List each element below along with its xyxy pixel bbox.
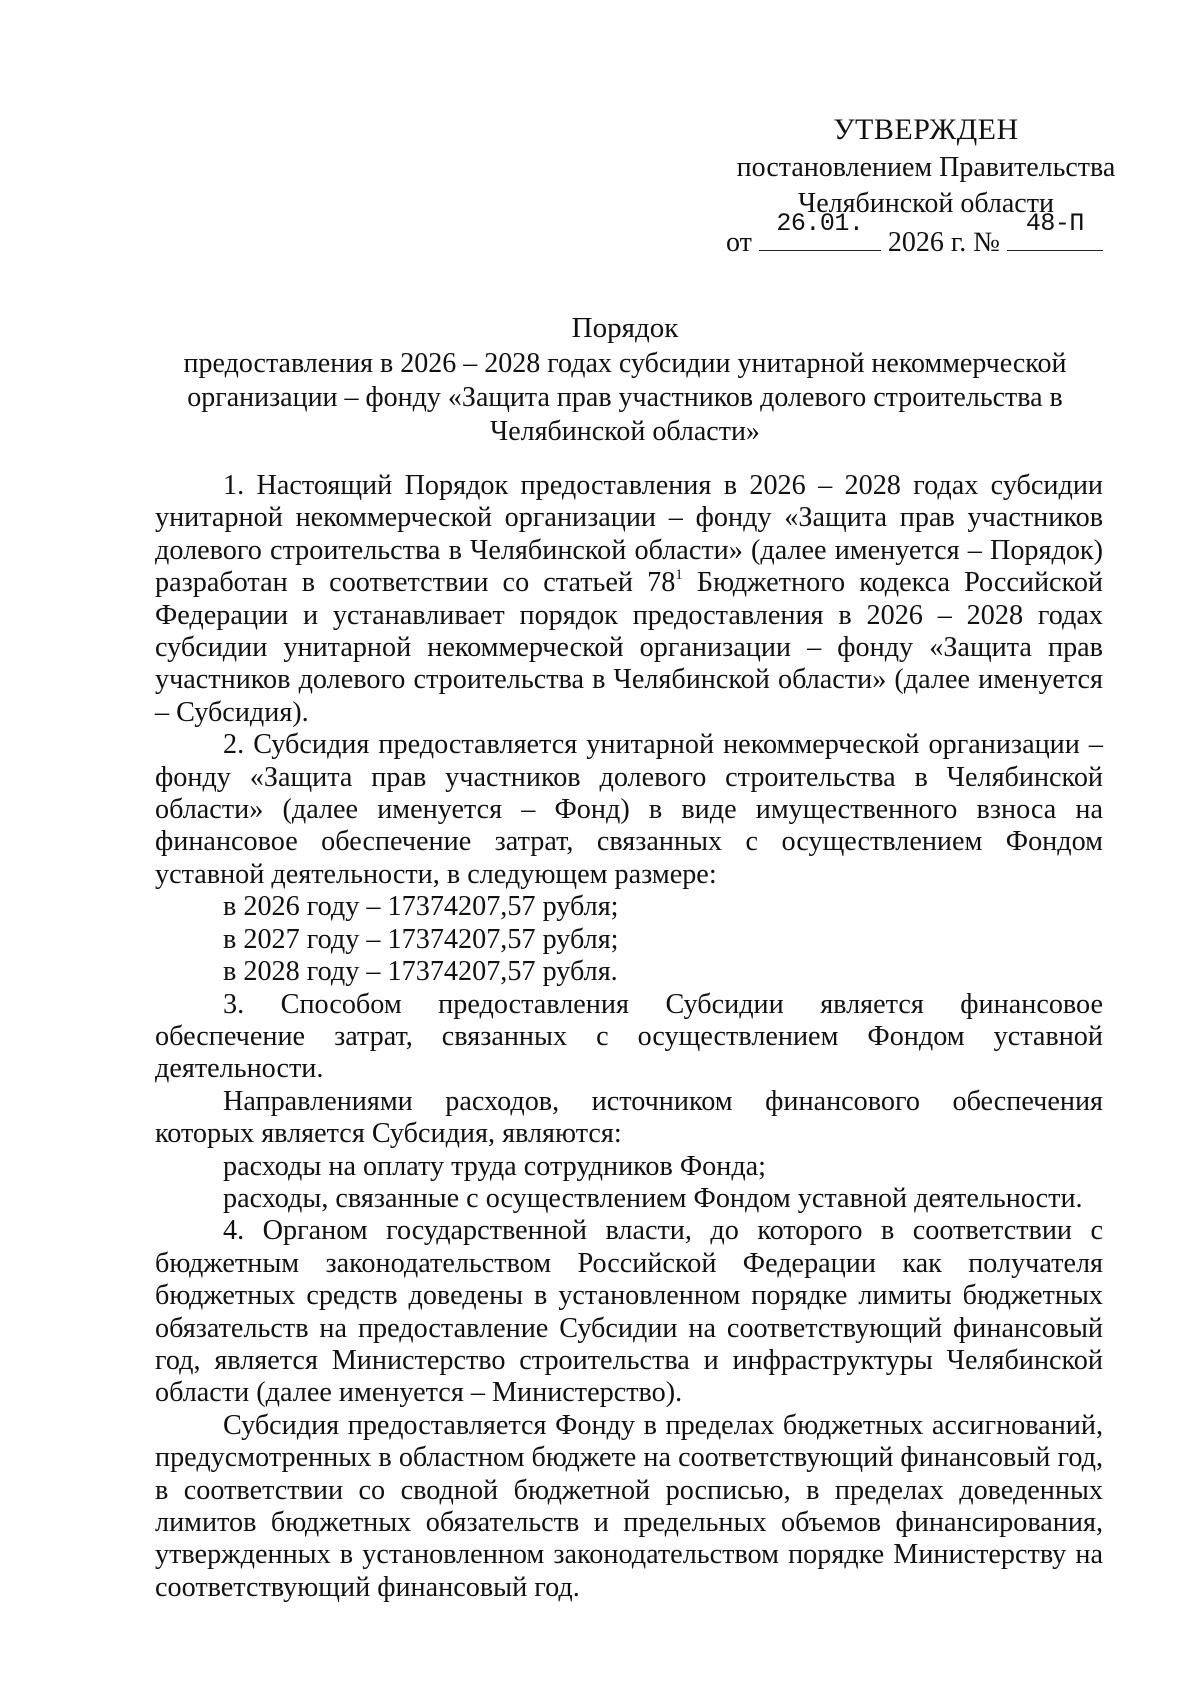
approved-by-line-1: постановлением Правительства xyxy=(736,152,1116,183)
handwritten-number: 48-П xyxy=(1025,209,1084,238)
approval-date-line xyxy=(726,209,1126,261)
amount-2027: в 2027 году – 17374207,57 рубля; xyxy=(223,923,619,955)
paragraph-3: 3. Способом предоставления Субсидии является финансовое обеспечение затрат, связанных с осуществлением Фондом уставной деятельности. xyxy=(155,988,1103,1085)
document-title xyxy=(150,311,1100,449)
approved-heading: УТВЕРЖДЕН xyxy=(833,113,1019,146)
year-number-label: 2026 г. № xyxy=(887,227,1000,258)
amount-2026: в 2026 году – 17374207,57 рубля; xyxy=(223,891,619,923)
expense-item-1: расходы на оплату труда сотрудников Фонда; xyxy=(223,1150,767,1182)
title-subtitle: предоставления в 2026 – 2028 годах субсидии унитарной некоммерческой организации – фонду «Защита прав участников долевого строительства в Челябинской области» xyxy=(183,348,1067,447)
approval-block xyxy=(726,112,1126,261)
paragraph-1-text-b: Бюджетного кодекса Российской Федерации и устанавливает порядок предоставления в 2026 – 2028 годах субсидии унитарной некоммерческой организации – фонду «Защита прав участников долевого строительства в Челябинской области» (далее именуется – Субсидия). xyxy=(155,567,1103,728)
paragraph-1 xyxy=(155,470,1103,729)
date-fill-field xyxy=(759,209,881,251)
paragraph-2: 2. Субсидия предоставляется унитарной некоммерческой организации – фонду «Защита прав участников долевого строительства в Челябинской области» (далее именуется – Фонд) в виде имущественного взноса на финансовое обеспечение затрат, связанных с осуществлением Фондом уставной деятельности, в следующем размере: xyxy=(155,729,1103,890)
paragraph-1-text-a: 1. Настоящий Порядок предоставления в 2026 – 2028 годах субсидии унитарной некоммерческой организации – фонду «Защита прав участников долевого строительства в Челябинской области» (далее именуется – Порядок) разработан в соответствии со статьей 78 xyxy=(155,470,1103,599)
paragraph-3b: Направлениями расходов, источником финансового обеспечения которых является Субсидия, являются: xyxy=(155,1085,1103,1150)
article-superscript: 1 xyxy=(675,567,683,584)
title-main: Порядок xyxy=(571,312,679,344)
handwritten-date: 26.01. xyxy=(776,209,864,238)
from-label: от xyxy=(726,227,752,258)
approved-by-line-2: Челябинской области xyxy=(798,188,1054,219)
expense-item-2: расходы, связанные с осуществлением Фондом уставной деятельности. xyxy=(223,1182,1083,1214)
amount-2028: в 2028 году – 17374207,57 рубля. xyxy=(223,956,618,988)
paragraph-5: Субсидия предоставляется Фонду в пределах бюджетных ассигнований, предусмотренных в областном бюджете на соответствующий финансовый год, в соответствии со сводной бюджетной росписью, в пределах доведенных лимитов бюджетных обязательств и предельных объемов финансирования, утвержденных в установленном законодательством порядке Министерству на соответствующий финансовый год. xyxy=(155,1409,1103,1603)
document-body xyxy=(155,470,1103,1604)
paragraph-4: 4. Органом государственной власти, до которого в соответствии с бюджетным законодательством Российской Федерации как получателя бюджетных средств доведены в установленном порядке лимиты бюджетных обязательств на предоставление Субсидии на соответствующий финансовый год, является Министерство строительства и инфраструктуры Челябинской области (далее именуется – Министерство). xyxy=(155,1215,1103,1409)
number-fill-field xyxy=(1007,209,1103,251)
